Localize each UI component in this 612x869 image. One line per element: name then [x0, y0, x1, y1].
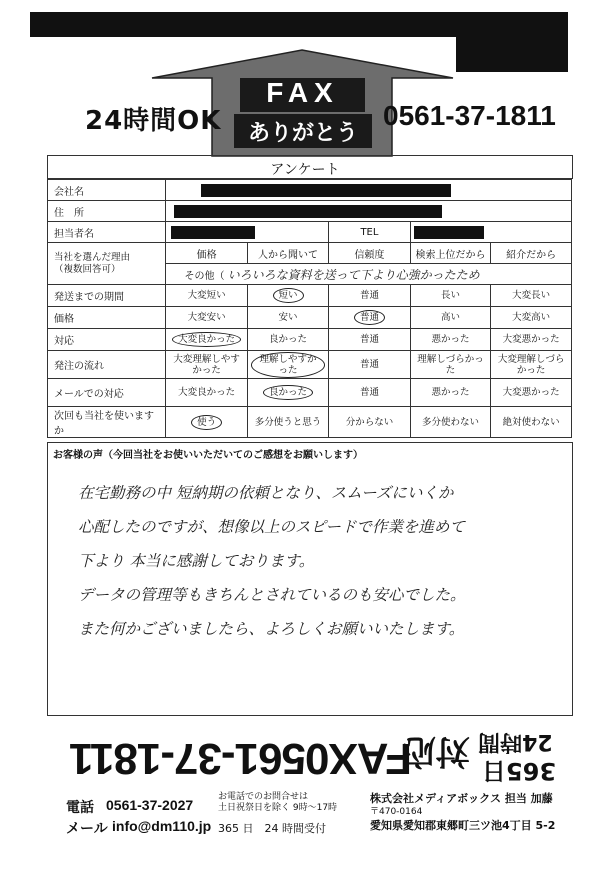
rating-option: 良かった [269, 334, 308, 345]
rating-option-cell[interactable] [247, 307, 328, 329]
rating-row [48, 379, 572, 407]
rating-row-label: 価格 [48, 307, 166, 329]
fax-label: FAX [266, 77, 339, 108]
address-label: 住 所 [48, 201, 166, 222]
rating-option: 分からない [345, 416, 394, 428]
rating-option-cell[interactable] [491, 307, 572, 329]
rating-option-cell[interactable] [247, 285, 328, 307]
rating-option-cell[interactable] [247, 407, 328, 438]
redaction-contact [171, 226, 255, 239]
rating-row [48, 407, 572, 438]
rating-option-cell[interactable] [491, 329, 572, 351]
footer-address: 愛知県愛知郡東郷町三ツ池4丁目 5-2 [370, 819, 556, 832]
rating-option-selected: 大変良かった [172, 332, 241, 347]
footer-days: 365日 [482, 757, 557, 785]
company-label: 会社名 [48, 180, 166, 201]
footer-postal: 〒470-0164 [370, 807, 423, 817]
rating-option-selected: 使う [191, 415, 222, 430]
redaction-company [201, 184, 451, 197]
rating-option-cell[interactable] [410, 307, 491, 329]
rating-option-cell[interactable] [410, 407, 491, 438]
voice-lines [78, 476, 568, 646]
company-value [166, 180, 572, 201]
contact-value [166, 222, 329, 243]
footer-fax-big-text: FAX0561-37-1811 [69, 734, 412, 783]
rating-option: 大変長い [512, 290, 551, 301]
rating-option-selected: 短い [273, 288, 304, 303]
rating-option: 悪かった [431, 387, 470, 398]
rating-row [48, 307, 572, 329]
reason-other [166, 264, 572, 285]
redaction-address [174, 205, 442, 218]
rating-option-cell[interactable] [166, 285, 247, 307]
tel-value [410, 222, 571, 243]
rating-option: 大変高い [512, 312, 551, 323]
rating-option: 大変理解しづらかった [497, 353, 565, 376]
rating-option-cell[interactable] [166, 329, 247, 351]
voice-line: 下より 本当に感謝しております。 [78, 552, 315, 570]
rating-option-cell[interactable] [247, 379, 328, 407]
contact-row [48, 222, 572, 243]
tel-label: TEL [329, 222, 410, 243]
rating-option-cell[interactable] [166, 351, 247, 379]
rating-option: 長い [440, 290, 460, 301]
rating-row [48, 351, 572, 379]
reason-other-label: その他（ [184, 270, 225, 282]
voice-line: 在宅勤務の中 短納期の依頼となり、スムーズにいくか [78, 484, 454, 502]
footer-company: 株式会社メディアボックス 担当 加藤 [370, 792, 553, 805]
rating-option: 大変安い [187, 312, 226, 323]
rating-option: 大変短い [187, 290, 226, 301]
rating-option: 高い [440, 312, 460, 323]
rating-option-cell[interactable] [410, 329, 491, 351]
address-row [48, 201, 572, 222]
rating-option-selected: 普通 [354, 310, 385, 325]
fax-number: 0561-37-1811 [383, 100, 556, 131]
rating-rows [48, 285, 572, 438]
survey-left-rule [47, 155, 48, 179]
rating-row [48, 285, 572, 307]
rating-option-cell[interactable] [247, 329, 328, 351]
hours-label: 24時間OK [85, 106, 222, 136]
rating-option-cell[interactable] [410, 285, 491, 307]
rating-row-label: メールでの対応 [48, 379, 166, 407]
rating-row [48, 329, 572, 351]
footer-tel[interactable]: 0561-37-2027 [106, 797, 194, 813]
rating-option: 絶対使わない [502, 416, 560, 428]
rating-option-cell[interactable] [410, 351, 491, 379]
reason-option-4[interactable]: 紹介だから [491, 243, 572, 264]
voice-heading: お客様の声（今回当社をお使いいただいてのご感想をお願いします） [53, 450, 363, 461]
rating-option-selected: 良かった [263, 385, 313, 400]
address-value [166, 201, 572, 222]
rating-option: 多分使わない [421, 416, 479, 428]
rating-option-cell[interactable] [166, 379, 247, 407]
rating-row-label: 発注の流れ [48, 351, 166, 379]
rating-option-cell[interactable] [491, 379, 572, 407]
survey-table [47, 179, 572, 438]
rating-option-cell[interactable] [329, 285, 410, 307]
reason-option-1[interactable]: 人から聞いて [247, 243, 328, 264]
rating-option: 普通 [359, 359, 379, 370]
reason-row [48, 243, 572, 264]
survey-title: アンケート [270, 162, 340, 178]
rating-option-cell[interactable] [166, 407, 247, 438]
rating-option: 悪かった [431, 334, 470, 345]
rating-row-label: 次回も当社を使いますか [48, 407, 166, 438]
reason-option-2[interactable]: 信頼度 [329, 243, 410, 264]
redaction-tel [414, 226, 484, 239]
rating-option: 普通 [359, 334, 379, 345]
rating-option-cell[interactable] [166, 307, 247, 329]
rating-option-cell[interactable] [491, 351, 572, 379]
reason-option-3[interactable]: 検索上位だから [410, 243, 491, 264]
rating-option: 大変悪かった [502, 387, 560, 398]
footer-support: 対応 [402, 731, 470, 771]
rating-option: 安い [278, 312, 298, 323]
survey-right-rule [572, 155, 573, 179]
contact-label: 担当者名 [48, 222, 166, 243]
rating-option-selected: 理解しやすかった [251, 352, 325, 378]
voice-line: 心配したのですが、想像以上のスピードで作業を進めて [78, 518, 465, 536]
footer-tel-label: 電話 [66, 800, 94, 816]
survey-top-rule [47, 155, 572, 156]
reason-other-text[interactable]: いろいろな資料を送って下より心強かったため [227, 267, 480, 282]
footer-note: お電話でのお問合せは 土日祝祭日を除く 9時〜17時 [218, 792, 338, 813]
footer-fax-big [62, 722, 412, 794]
reason-label: 当社を選んだ理由 （複数回答可） [48, 243, 166, 285]
rating-row-label: 対応 [48, 329, 166, 351]
footer-reception: 365 日 24 時間受付 [218, 822, 326, 835]
rating-option-cell[interactable] [329, 379, 410, 407]
rating-option-cell[interactable] [491, 285, 572, 307]
rating-option-cell[interactable] [329, 407, 410, 438]
rating-option: 大変悪かった [502, 334, 560, 345]
rating-option-cell[interactable] [491, 407, 572, 438]
rating-option: 大変良かった [178, 387, 236, 398]
redaction-bar-right [456, 30, 568, 72]
footer-hours: 24時間 [478, 729, 553, 754]
footer-mail-label: メール [66, 821, 108, 837]
rating-option-cell[interactable] [247, 351, 328, 379]
rating-option: 多分使うと思う [254, 416, 322, 428]
rating-row-label: 発送までの期間 [48, 285, 166, 307]
rating-option: 大変理解しやすかった [173, 353, 240, 376]
rating-option-cell[interactable] [329, 329, 410, 351]
voice-line: また何かございましたら、よろしくお願いいたします。 [78, 620, 465, 638]
rating-option-cell[interactable] [329, 307, 410, 329]
rating-option: 理解しづらかった [417, 353, 484, 376]
rating-option-cell[interactable] [329, 351, 410, 379]
rating-option-cell[interactable] [410, 379, 491, 407]
voice-line: データの管理等もきちんとされているのも安心でした。 [78, 586, 466, 604]
footer-mail[interactable]: info@dm110.jp [112, 818, 212, 834]
rating-option: 普通 [359, 290, 379, 301]
thanks-label: ありがとう [247, 121, 358, 146]
rating-option: 普通 [359, 387, 379, 398]
company-row [48, 180, 572, 201]
reason-option-0[interactable]: 価格 [166, 243, 247, 264]
